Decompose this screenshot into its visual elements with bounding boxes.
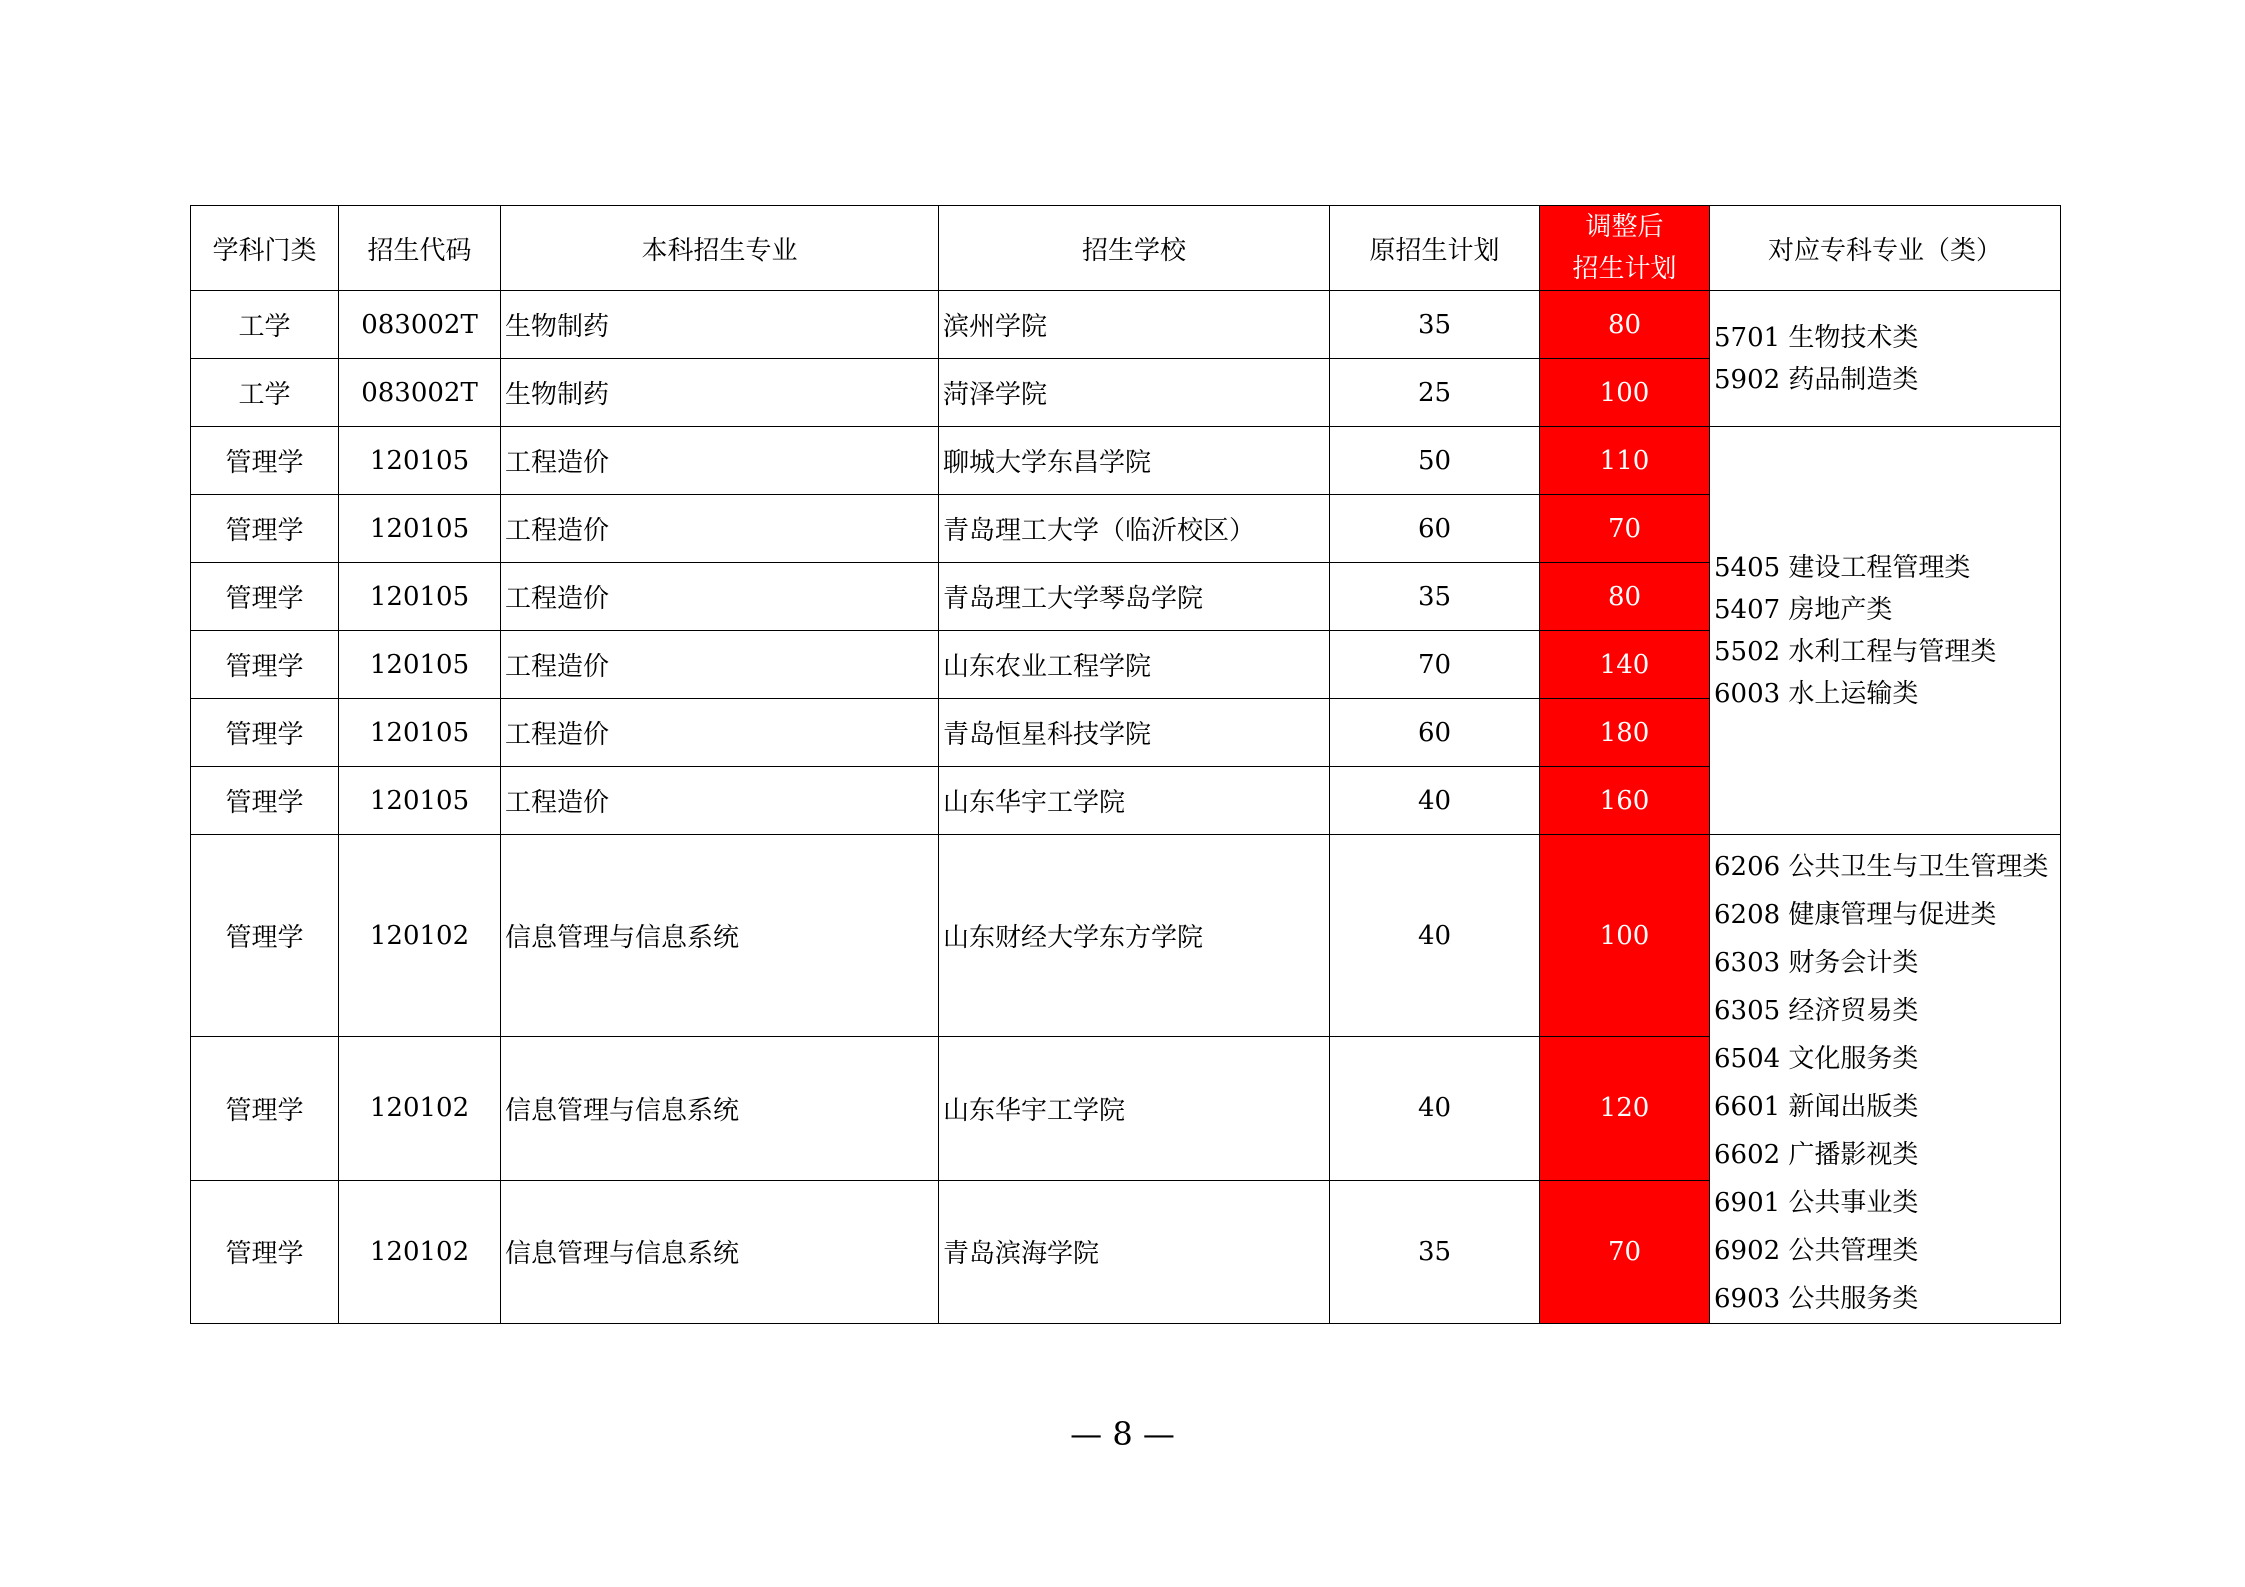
major-cell: 工程造价: [501, 427, 939, 495]
mapping-item: 6902 公共管理类: [1714, 1236, 1919, 1266]
table-row: [191, 427, 2061, 495]
mapping-item: 6504 文化服务类: [1714, 1044, 1919, 1074]
major-cell: 生物制药: [501, 359, 939, 427]
code-cell: 120102: [339, 835, 501, 1037]
major-cell: 生物制药: [501, 291, 939, 359]
header-adjusted-line2: 招生计划: [1572, 254, 1677, 284]
table-body: [191, 291, 2061, 1324]
school-cell: 菏泽学院: [939, 359, 1330, 427]
category-cell: 工学: [191, 359, 339, 427]
adjusted-plan-cell: 180: [1540, 699, 1710, 767]
adjusted-plan-cell: 80: [1540, 563, 1710, 631]
major-cell: 工程造价: [501, 495, 939, 563]
header-code: 招生代码: [339, 206, 501, 291]
original-plan-cell: 40: [1330, 835, 1540, 1037]
major-cell: 工程造价: [501, 631, 939, 699]
school-cell: 山东农业工程学院: [939, 631, 1330, 699]
enrollment-plan-table: [190, 205, 2061, 1324]
adjusted-plan-cell: 70: [1540, 1180, 1710, 1323]
category-cell: 管理学: [191, 767, 339, 835]
category-cell: 管理学: [191, 427, 339, 495]
major-cell: 工程造价: [501, 767, 939, 835]
original-plan-cell: 35: [1330, 1180, 1540, 1323]
code-cell: 120105: [339, 699, 501, 767]
major-cell: 工程造价: [501, 699, 939, 767]
page-number: — 8 —: [1070, 1415, 1175, 1453]
category-cell: 管理学: [191, 699, 339, 767]
original-plan-cell: 35: [1330, 291, 1540, 359]
mapping-item: 6208 健康管理与促进类: [1714, 900, 1997, 930]
code-cell: 083002T: [339, 291, 501, 359]
category-cell: 管理学: [191, 495, 339, 563]
mapping-item: 5701 生物技术类: [1714, 322, 1919, 353]
mapping-item: 6303 财务会计类: [1714, 948, 1919, 978]
school-cell: 山东财经大学东方学院: [939, 835, 1330, 1037]
mapping-item: 6206 公共卫生与卫生管理类: [1714, 852, 2049, 882]
adjusted-plan-cell: 160: [1540, 767, 1710, 835]
original-plan-cell: 40: [1330, 1037, 1540, 1180]
original-plan-cell: 70: [1330, 631, 1540, 699]
school-cell: 青岛理工大学琴岛学院: [939, 563, 1330, 631]
table-row: [191, 291, 2061, 359]
table-header-row: [191, 206, 2061, 291]
header-adjusted-plan: [1540, 206, 1710, 291]
school-cell: 聊城大学东昌学院: [939, 427, 1330, 495]
major-cell: 信息管理与信息系统: [501, 1037, 939, 1180]
school-cell: 山东华宇工学院: [939, 1037, 1330, 1180]
mapping-item: 6901 公共事业类: [1714, 1188, 1919, 1218]
code-cell: 120105: [339, 427, 501, 495]
header-mapping: 对应专科专业（类）: [1710, 206, 2061, 291]
school-cell: 滨州学院: [939, 291, 1330, 359]
category-cell: 工学: [191, 291, 339, 359]
adjusted-plan-cell: 100: [1540, 835, 1710, 1037]
adjusted-plan-cell: 120: [1540, 1037, 1710, 1180]
major-cell: 信息管理与信息系统: [501, 1180, 939, 1323]
adjusted-plan-cell: 140: [1540, 631, 1710, 699]
mapping-item: 5902 药品制造类: [1714, 364, 1919, 395]
mapping-item: 5407 房地产类: [1714, 594, 1893, 625]
mapping-cell: [1710, 835, 2061, 1324]
code-cell: 120102: [339, 1180, 501, 1323]
code-cell: 120102: [339, 1037, 501, 1180]
mapping-item: 6601 新闻出版类: [1714, 1092, 1919, 1122]
school-cell: 青岛滨海学院: [939, 1180, 1330, 1323]
mapping-item: 6903 公共服务类: [1714, 1284, 1919, 1314]
category-cell: 管理学: [191, 1180, 339, 1323]
code-cell: 120105: [339, 563, 501, 631]
original-plan-cell: 50: [1330, 427, 1540, 495]
header-original-plan: 原招生计划: [1330, 206, 1540, 291]
major-cell: 工程造价: [501, 563, 939, 631]
original-plan-cell: 60: [1330, 495, 1540, 563]
table-row: [191, 835, 2061, 1037]
adjusted-plan-cell: 80: [1540, 291, 1710, 359]
adjusted-plan-cell: 70: [1540, 495, 1710, 563]
category-cell: 管理学: [191, 631, 339, 699]
original-plan-cell: 40: [1330, 767, 1540, 835]
code-cell: 120105: [339, 495, 501, 563]
original-plan-cell: 35: [1330, 563, 1540, 631]
original-plan-cell: 25: [1330, 359, 1540, 427]
adjusted-plan-cell: 110: [1540, 427, 1710, 495]
mapping-cell: [1710, 427, 2061, 835]
category-cell: 管理学: [191, 835, 339, 1037]
header-school: 招生学校: [939, 206, 1330, 291]
school-cell: 山东华宇工学院: [939, 767, 1330, 835]
category-cell: 管理学: [191, 563, 339, 631]
code-cell: 120105: [339, 631, 501, 699]
school-cell: 青岛理工大学（临沂校区）: [939, 495, 1330, 563]
header-major: 本科招生专业: [501, 206, 939, 291]
mapping-cell: [1710, 291, 2061, 427]
code-cell: 120105: [339, 767, 501, 835]
school-cell: 青岛恒星科技学院: [939, 699, 1330, 767]
mapping-item: 5502 水利工程与管理类: [1714, 636, 1997, 667]
adjusted-plan-cell: 100: [1540, 359, 1710, 427]
mapping-item: 6602 广播影视类: [1714, 1140, 1919, 1170]
header-adjusted-line1: 调整后: [1585, 212, 1664, 242]
mapping-item: 6003 水上运输类: [1714, 678, 1919, 709]
code-cell: 083002T: [339, 359, 501, 427]
mapping-item: 5405 建设工程管理类: [1714, 552, 1971, 583]
header-category: 学科门类: [191, 206, 339, 291]
original-plan-cell: 60: [1330, 699, 1540, 767]
major-cell: 信息管理与信息系统: [501, 835, 939, 1037]
mapping-item: 6305 经济贸易类: [1714, 996, 1919, 1026]
category-cell: 管理学: [191, 1037, 339, 1180]
